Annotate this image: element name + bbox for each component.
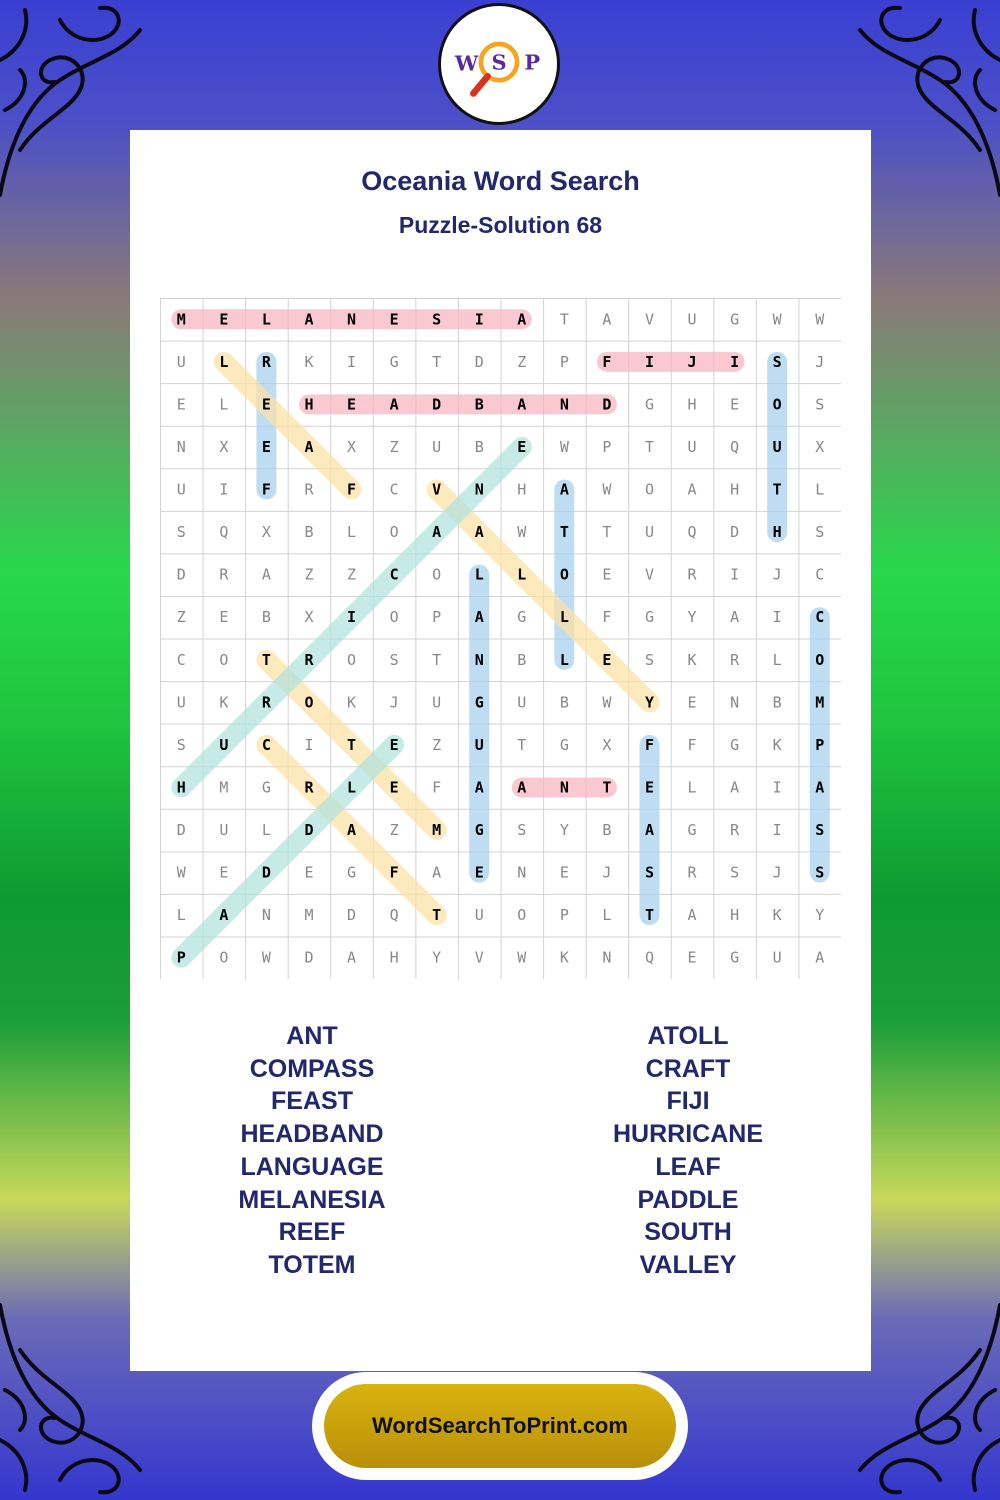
grid-cell: I	[347, 352, 357, 371]
grid-cell: E	[219, 863, 229, 882]
grid-cell: X	[347, 437, 357, 456]
grid-cell: H	[304, 395, 314, 414]
grid-cell: T	[559, 523, 569, 542]
grid-cell: A	[602, 310, 612, 329]
grid-cell: K	[772, 906, 782, 925]
grid-cell: G	[687, 821, 697, 840]
word-list-item: LANGUAGE	[240, 1152, 384, 1181]
grid-cell: W	[559, 437, 569, 456]
grid-cell: T	[432, 352, 442, 371]
grid-cell: A	[432, 523, 442, 542]
grid-cell: P	[176, 948, 186, 967]
grid-cell: R	[261, 352, 271, 371]
grid-cell: A	[730, 778, 740, 797]
grid-cell: F	[602, 352, 612, 371]
grid-cell: G	[644, 395, 654, 414]
grid-cell: C	[389, 565, 399, 584]
footer-website-button[interactable]	[312, 1372, 688, 1480]
grid-cell: N	[261, 906, 271, 925]
word-list-item: LEAF	[655, 1152, 721, 1181]
grid-cell: B	[602, 821, 612, 840]
grid-cell: W	[815, 310, 825, 329]
grid-cell: E	[474, 863, 484, 882]
grid-cell: S	[815, 821, 825, 840]
grid-cell: W	[261, 948, 271, 967]
grid-cell: B	[474, 395, 484, 414]
grid-cell: D	[432, 395, 442, 414]
corner-ornament-top-left	[0, 0, 150, 200]
grid-cell: Z	[432, 735, 442, 754]
grid-cell: U	[517, 693, 527, 712]
grid-cell: T	[261, 650, 271, 669]
grid-cell: N	[730, 693, 740, 712]
grid-cell: A	[304, 310, 314, 329]
grid-cell: C	[261, 735, 271, 754]
grid-cell: H	[389, 948, 399, 967]
grid-cell: I	[772, 608, 782, 627]
site-logo[interactable]	[438, 3, 560, 125]
grid-cell: O	[219, 650, 229, 669]
grid-cell: O	[389, 608, 399, 627]
word-list-item: HEADBAND	[240, 1120, 384, 1149]
grid-cell: U	[176, 352, 186, 371]
grid-cell: S	[815, 523, 825, 542]
grid-cell: D	[176, 821, 186, 840]
grid-cell: S	[517, 821, 527, 840]
grid-cell: E	[687, 693, 697, 712]
grid-cell: I	[644, 352, 654, 371]
word-list-item: TOTEM	[268, 1250, 356, 1279]
grid-cell: T	[347, 735, 357, 754]
grid-cell: S	[772, 352, 782, 371]
grid-cell: I	[219, 480, 229, 499]
grid-cell: P	[559, 906, 569, 925]
grid-cell: Q	[389, 906, 399, 925]
grid-cell: U	[474, 906, 484, 925]
grid-cell: U	[687, 310, 697, 329]
grid-cell: A	[474, 523, 484, 542]
grid-cell: N	[559, 778, 569, 797]
grid-cell: R	[261, 693, 271, 712]
grid-cell: F	[687, 735, 697, 754]
grid-cell: A	[687, 906, 697, 925]
grid-cell: M	[304, 906, 314, 925]
word-search-grid	[160, 298, 841, 979]
grid-cell: B	[772, 693, 782, 712]
grid-cell: M	[432, 821, 442, 840]
grid-cell: G	[559, 735, 569, 754]
grid-cell: T	[602, 778, 612, 797]
grid-cell: K	[304, 352, 314, 371]
grid-cell: O	[347, 650, 357, 669]
grid-cell: U	[432, 437, 442, 456]
grid-cell: C	[815, 608, 825, 627]
grid-cell: R	[730, 650, 740, 669]
grid-cell: N	[474, 480, 484, 499]
grid-cell: H	[176, 778, 186, 797]
grid-cell: R	[304, 650, 314, 669]
grid-cell: G	[730, 735, 740, 754]
grid-cell: S	[176, 735, 186, 754]
grid-cell: J	[687, 352, 697, 371]
grid-cell: J	[602, 863, 612, 882]
word-list-item: FIJI	[666, 1087, 710, 1116]
grid-cell: Y	[559, 821, 569, 840]
word-list-item: ATOLL	[647, 1022, 729, 1050]
grid-cell: I	[772, 821, 782, 840]
grid-cell: B	[304, 523, 314, 542]
grid-cell: I	[772, 778, 782, 797]
corner-ornament-top-right	[850, 0, 1000, 200]
grid-cell: Y	[432, 948, 442, 967]
grid-cell: E	[730, 395, 740, 414]
grid-cell: O	[815, 650, 825, 669]
grid-cell: S	[389, 650, 399, 669]
grid-cell: L	[559, 608, 569, 627]
grid-cell: M	[815, 693, 825, 712]
grid-cell: U	[772, 948, 782, 967]
grid-cell: U	[687, 437, 697, 456]
grid-cell: C	[815, 565, 825, 584]
grid-cell: E	[261, 395, 271, 414]
grid-cell: J	[772, 863, 782, 882]
grid-cell: D	[304, 948, 314, 967]
page-title: Oceania Word Search	[361, 166, 640, 196]
grid-cell: I	[304, 735, 314, 754]
grid-cell: B	[474, 437, 484, 456]
grid-cell: S	[644, 863, 654, 882]
grid-cell: S	[730, 863, 740, 882]
grid-cell: R	[304, 480, 314, 499]
grid-cell: Z	[176, 608, 186, 627]
grid-cell: H	[772, 523, 782, 542]
grid-cell: B	[559, 693, 569, 712]
grid-cell: Q	[219, 523, 229, 542]
grid-cell: Z	[347, 565, 357, 584]
grid-cell: Z	[304, 565, 314, 584]
grid-cell: T	[517, 735, 527, 754]
grid-cell: X	[602, 735, 612, 754]
grid-cell: A	[517, 778, 527, 797]
grid-cell: R	[219, 565, 229, 584]
grid-cell: E	[559, 863, 569, 882]
grid-cell: A	[389, 395, 399, 414]
grid-cell: O	[432, 565, 442, 584]
word-list-left	[162, 1020, 462, 1282]
grid-cell: Y	[815, 906, 825, 925]
grid-cell: T	[432, 650, 442, 669]
grid-cell: U	[432, 693, 442, 712]
grid-cell: A	[432, 863, 442, 882]
grid-cell: M	[176, 310, 186, 329]
grid-cell: G	[474, 821, 484, 840]
grid-cell: A	[687, 480, 697, 499]
grid-cell: F	[644, 735, 654, 754]
grid-cell: T	[602, 523, 612, 542]
grid-cell: R	[304, 778, 314, 797]
wsp-logo-icon	[441, 6, 557, 122]
grid-cell: W	[517, 523, 527, 542]
grid-cell: A	[730, 608, 740, 627]
page-subtitle: Puzzle-Solution 68	[398, 212, 603, 238]
grid-cell: E	[644, 778, 654, 797]
grid-cell: G	[730, 310, 740, 329]
grid-cell: R	[687, 863, 697, 882]
word-list-right	[538, 1020, 838, 1282]
grid-cell: T	[432, 906, 442, 925]
grid-cell: F	[432, 778, 442, 797]
grid-cell: D	[176, 565, 186, 584]
footer-website-label: WordSearchToPrint.com	[324, 1384, 676, 1468]
grid-cell: F	[389, 863, 399, 882]
grid-cell: W	[517, 948, 527, 967]
grid-cell: D	[602, 395, 612, 414]
grid-cell: B	[517, 650, 527, 669]
grid-cell: N	[559, 395, 569, 414]
grid-cell: A	[815, 948, 825, 967]
grid-cell: D	[474, 352, 484, 371]
word-list-item: CRAFT	[645, 1054, 731, 1083]
grid-cell: A	[474, 778, 484, 797]
grid-cell: L	[261, 821, 271, 840]
grid-cell: T	[559, 310, 569, 329]
grid-cell: V	[432, 480, 442, 499]
grid-cell: G	[644, 608, 654, 627]
grid-cell: A	[815, 778, 825, 797]
grid-cell: U	[219, 735, 229, 754]
grid-cell: L	[517, 565, 527, 584]
grid-cell: G	[474, 693, 484, 712]
grid-cell: I	[730, 352, 740, 371]
grid-cell: O	[389, 523, 399, 542]
grid-cell: D	[261, 863, 271, 882]
grid-cell: E	[261, 437, 271, 456]
grid-cell: Z	[389, 821, 399, 840]
grid-cell: T	[644, 906, 654, 925]
grid-cell: P	[559, 352, 569, 371]
word-list-item: VALLEY	[639, 1250, 737, 1279]
word-list-item: HURRICANE	[613, 1120, 763, 1149]
grid-cell: P	[602, 437, 612, 456]
grid-cell: E	[687, 948, 697, 967]
grid-cell: Q	[687, 523, 697, 542]
grid-cell: W	[176, 863, 186, 882]
grid-cell: R	[687, 565, 697, 584]
grid-cell: O	[304, 693, 314, 712]
corner-ornament-bottom-left	[0, 1300, 150, 1500]
grid-cell: A	[304, 437, 314, 456]
grid-cell: L	[474, 565, 484, 584]
grid-cell: T	[644, 437, 654, 456]
grid-cell: N	[474, 650, 484, 669]
grid-cell: A	[219, 906, 229, 925]
grid-cell: F	[602, 608, 612, 627]
grid-cell: A	[474, 608, 484, 627]
grid-cell: Z	[517, 352, 527, 371]
grid-cell: N	[176, 437, 186, 456]
word-list-item: REEF	[278, 1218, 346, 1247]
grid-cell: W	[602, 480, 612, 499]
grid-cell: X	[815, 437, 825, 456]
grid-cell: H	[687, 395, 697, 414]
grid-cell: U	[474, 735, 484, 754]
grid-cell: U	[644, 523, 654, 542]
grid-cell: O	[772, 395, 782, 414]
grid-cell: K	[772, 735, 782, 754]
grid-cell: V	[644, 310, 654, 329]
corner-ornament-bottom-right	[850, 1300, 1000, 1500]
grid-cell: T	[772, 480, 782, 499]
grid-cell: O	[219, 948, 229, 967]
logo-letter-w: W	[454, 50, 479, 76]
grid-cell: G	[517, 608, 527, 627]
grid-cell: R	[730, 821, 740, 840]
puzzle-card	[130, 130, 871, 1371]
grid-cell: A	[347, 821, 357, 840]
grid-cell: Y	[644, 693, 654, 712]
grid-cell: F	[347, 480, 357, 499]
grid-cell: A	[261, 565, 271, 584]
grid-cell: J	[772, 565, 782, 584]
word-list-item: SOUTH	[644, 1218, 732, 1247]
grid-cell: L	[219, 352, 229, 371]
grid-cell: P	[815, 735, 825, 754]
grid-cell: P	[432, 608, 442, 627]
grid-cell: C	[389, 480, 399, 499]
grid-cell: L	[219, 395, 229, 414]
grid-cell: E	[347, 395, 357, 414]
grid-cell: D	[730, 523, 740, 542]
grid-cell: O	[517, 906, 527, 925]
grid-cell: X	[261, 523, 271, 542]
grid-cell: N	[347, 310, 357, 329]
grid-cell: Z	[389, 437, 399, 456]
grid-cell: L	[347, 523, 357, 542]
grid-cell: H	[517, 480, 527, 499]
grid-cell: H	[730, 906, 740, 925]
grid-cell: O	[644, 480, 654, 499]
grid-cell: X	[219, 437, 229, 456]
grid-cell: V	[474, 948, 484, 967]
grid-cell: N	[602, 948, 612, 967]
grid-cell: E	[219, 310, 229, 329]
grid-cell: U	[772, 437, 782, 456]
grid-cell: J	[389, 693, 399, 712]
grid-cell: S	[176, 523, 186, 542]
grid-cell: F	[261, 480, 271, 499]
logo-letter-p: P	[524, 49, 541, 75]
grid-cell: X	[304, 608, 314, 627]
grid-cell: L	[347, 778, 357, 797]
grid-cell: E	[517, 437, 527, 456]
grid-cell: A	[517, 395, 527, 414]
grid-cell: J	[815, 352, 825, 371]
grid-cell: E	[219, 608, 229, 627]
word-list-item: MELANESIA	[238, 1185, 386, 1214]
grid-cell: H	[730, 480, 740, 499]
grid-cell: U	[219, 821, 229, 840]
grid-cell: K	[559, 948, 569, 967]
grid-cell: D	[304, 821, 314, 840]
grid-cell: L	[815, 480, 825, 499]
grid-cell: A	[347, 948, 357, 967]
grid-cell: I	[730, 565, 740, 584]
grid-cell: Q	[644, 948, 654, 967]
grid-cell: I	[347, 608, 357, 627]
logo-letter-s: S	[491, 49, 507, 75]
grid-cell: G	[730, 948, 740, 967]
grid-cell: W	[772, 310, 782, 329]
grid-cell: Q	[730, 437, 740, 456]
grid-cell: M	[219, 778, 229, 797]
grid-canvas	[160, 298, 841, 979]
grid-cell: L	[602, 906, 612, 925]
grid-cell: E	[389, 310, 399, 329]
grid-cell: C	[176, 650, 186, 669]
grid-cell: K	[687, 650, 697, 669]
grid-cell: S	[644, 650, 654, 669]
grid-cell: K	[219, 693, 229, 712]
grid-cell: K	[347, 693, 357, 712]
grid-cell: A	[559, 480, 569, 499]
word-list-item: PADDLE	[637, 1185, 739, 1214]
grid-cell: D	[347, 906, 357, 925]
grid-cell: E	[176, 395, 186, 414]
grid-cell: A	[644, 821, 654, 840]
grid-cell: I	[474, 310, 484, 329]
grid-cell: U	[176, 480, 186, 499]
grid-cell: L	[261, 310, 271, 329]
grid-cell: S	[815, 395, 825, 414]
grid-cell: A	[517, 310, 527, 329]
grid-cell: S	[432, 310, 442, 329]
grid-cell: O	[559, 565, 569, 584]
grid-cell: E	[602, 650, 612, 669]
grid-cell: L	[772, 650, 782, 669]
grid-cell: E	[602, 565, 612, 584]
grid-cell: L	[176, 906, 186, 925]
grid-cell: N	[517, 863, 527, 882]
grid-cell: E	[389, 735, 399, 754]
grid-cell: W	[602, 693, 612, 712]
grid-cell: S	[815, 863, 825, 882]
grid-cell: G	[261, 778, 271, 797]
grid-cell: G	[347, 863, 357, 882]
grid-cell: G	[389, 352, 399, 371]
word-list-item: COMPASS	[249, 1054, 375, 1083]
grid-cell: U	[176, 693, 186, 712]
word-list-item: ANT	[286, 1022, 338, 1050]
grid-cell: L	[687, 778, 697, 797]
word-list-item: FEAST	[271, 1087, 353, 1116]
grid-cell: E	[389, 778, 399, 797]
grid-cell: L	[559, 650, 569, 669]
grid-cell: V	[644, 565, 654, 584]
grid-cell: Y	[687, 608, 697, 627]
grid-cell: B	[261, 608, 271, 627]
grid-cell: E	[304, 863, 314, 882]
